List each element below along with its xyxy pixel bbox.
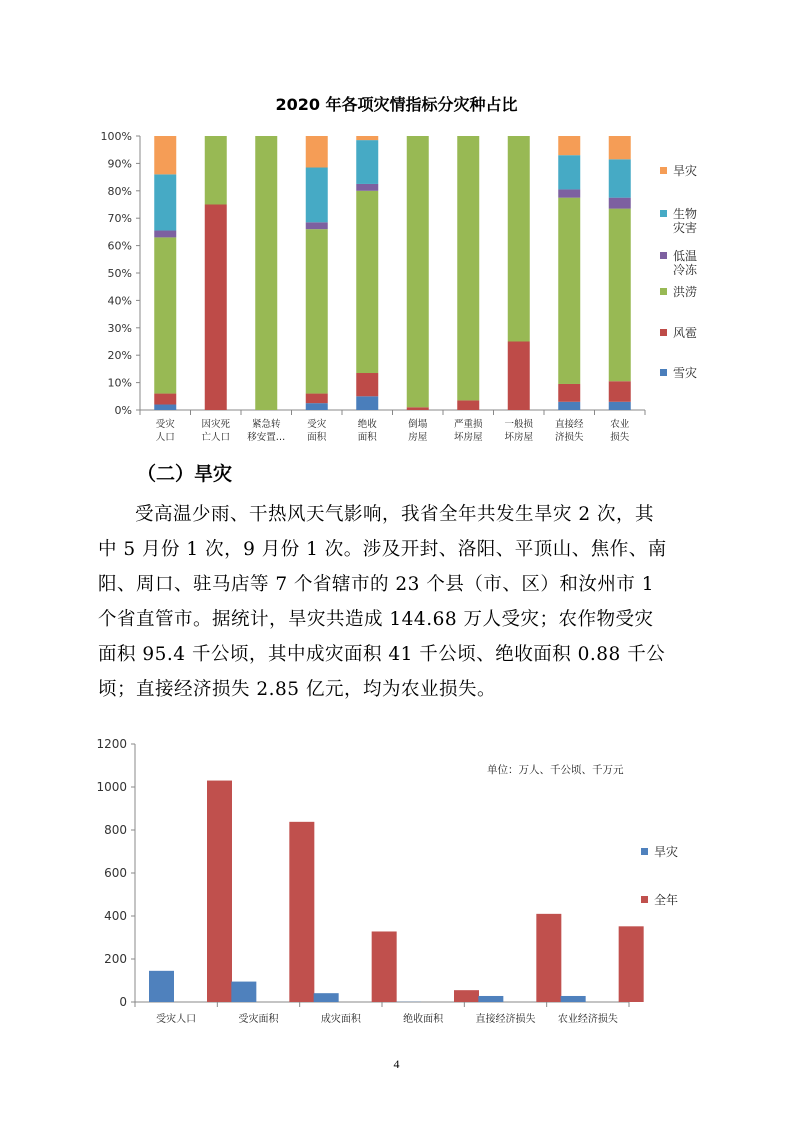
bar-segment	[558, 155, 580, 189]
x-tick-label: 受灾人口	[156, 1014, 197, 1025]
y-tick-label: 1200	[96, 737, 127, 751]
x-tick-label: 倒塌	[408, 419, 428, 430]
paragraph-line: 中 5 月份 1 次，9 月份 1 次。涉及开封、洛阳、平顶山、焦作、南	[98, 539, 667, 560]
x-tick-label: 严重损	[453, 419, 483, 430]
y-tick-label: 200	[104, 952, 127, 966]
paragraph-line: 面积 95.4 千公顷，其中成灾面积 41 千公顷、绝收面积 0.88 千公	[98, 644, 666, 665]
unit-annotation: 单位：万人、千公顷、千万元	[487, 764, 624, 776]
x-tick-label: 受灾面积	[238, 1014, 279, 1025]
x-tick-label: 人口	[155, 432, 175, 443]
paragraph-line: 受高温少雨、干热风天气影响，我省全年共发生旱灾 2 次，其	[135, 504, 655, 525]
y-tick-label: 600	[104, 866, 127, 880]
legend-label: 旱灾	[673, 164, 698, 178]
legend-label: 雪灾	[673, 366, 698, 380]
bar-segment	[306, 168, 328, 223]
bar-segment	[609, 159, 631, 197]
bar-segment	[609, 209, 631, 382]
bar-segment	[609, 402, 631, 410]
bar	[536, 914, 561, 1002]
y-tick-label: 1000	[96, 780, 127, 794]
legend-label: 灾害	[673, 221, 698, 235]
bar-segment	[154, 237, 176, 393]
legend-swatch	[660, 252, 667, 259]
bar-segment	[205, 205, 227, 411]
x-tick-label: 坏房屋	[453, 432, 483, 443]
disaster-share-stacked-bar-chart	[95, 120, 715, 450]
bar-segment	[558, 198, 580, 384]
bar	[314, 993, 339, 1002]
bar-segment	[558, 189, 580, 197]
bar-segment	[609, 198, 631, 209]
x-tick-label: 济损失	[554, 432, 584, 443]
bar-segment	[154, 174, 176, 230]
drought-paragraph	[98, 497, 698, 707]
bar	[561, 996, 586, 1002]
legend-label: 生物	[673, 207, 698, 221]
bar-segment	[508, 342, 530, 411]
x-tick-label: 绝收面积	[403, 1014, 444, 1025]
x-tick-label: 紧急转	[251, 419, 281, 430]
bar-segment	[306, 394, 328, 404]
x-tick-label: 亡人口	[201, 432, 231, 443]
bar-segment	[356, 373, 378, 396]
legend-swatch	[660, 210, 667, 217]
y-tick-label: 0%	[114, 404, 132, 417]
y-tick-label: 80%	[107, 184, 132, 198]
bar-segment	[558, 402, 580, 410]
x-tick-label: 移安置…	[247, 432, 286, 443]
bar-segment	[558, 136, 580, 155]
bar-segment	[356, 396, 378, 410]
bar-segment	[508, 136, 530, 342]
bar-segment	[407, 136, 429, 407]
y-tick-label: 0	[119, 995, 127, 1009]
section-heading: （二）旱灾	[137, 463, 233, 485]
legend-swatch	[660, 288, 667, 295]
y-tick-label: 400	[104, 909, 127, 923]
legend-swatch	[660, 369, 667, 376]
y-tick-label: 20%	[107, 349, 132, 363]
x-tick-label: 农业经济损失	[557, 1014, 618, 1025]
x-tick-label: 面积	[357, 432, 377, 443]
legend-label: 风雹	[673, 326, 698, 340]
bar-segment	[609, 381, 631, 402]
bar-segment	[407, 407, 429, 410]
bar	[478, 996, 503, 1002]
bar	[619, 926, 644, 1002]
y-tick-label: 10%	[107, 376, 132, 390]
legend-label: 冷冻	[673, 263, 698, 277]
paragraph-line: 个省直管市。据统计，旱灾共造成 144.68 万人受灾；农作物受灾	[98, 609, 654, 630]
x-tick-label: 损失	[610, 432, 630, 443]
bar-segment	[356, 140, 378, 184]
x-tick-label: 面积	[307, 432, 327, 443]
bar-segment	[154, 405, 176, 410]
x-tick-label: 因灾死	[201, 419, 231, 430]
bar	[207, 781, 232, 1002]
bar-segment	[356, 191, 378, 373]
y-tick-label: 60%	[107, 239, 132, 253]
legend-label: 旱灾	[654, 845, 679, 859]
bar	[231, 982, 256, 1002]
y-tick-label: 100%	[100, 130, 132, 143]
y-tick-label: 40%	[107, 294, 132, 308]
legend-label: 洪涝	[673, 285, 698, 299]
bar-segment	[306, 136, 328, 168]
bar-segment	[154, 136, 176, 174]
bar	[149, 971, 174, 1002]
bar-segment	[457, 400, 479, 410]
paragraph-line: 阳、周口、驻马店等 7 个省辖市的 23 个县（市、区）和汝州市 1	[98, 574, 654, 595]
bar	[289, 822, 314, 1002]
bar-segment	[558, 384, 580, 402]
bar-segment	[154, 394, 176, 405]
bar-segment	[306, 222, 328, 229]
bar-segment	[306, 229, 328, 393]
x-tick-label: 一般损	[504, 419, 534, 430]
drought-vs-annual-bar-chart	[88, 730, 708, 1030]
bar-segment	[306, 403, 328, 410]
x-tick-label: 绝收	[357, 419, 377, 430]
bar	[372, 931, 397, 1002]
y-tick-label: 50%	[107, 267, 132, 280]
chart1-title: 2020 年各项灾情指标分灾种占比	[275, 95, 518, 114]
y-tick-label: 800	[104, 823, 127, 837]
bar-segment	[205, 136, 227, 205]
page-number: 4	[393, 1057, 400, 1071]
bar-segment	[255, 136, 277, 410]
bar-segment	[356, 136, 378, 140]
legend-swatch	[641, 896, 648, 903]
x-tick-label: 成灾面积	[320, 1014, 361, 1025]
bar-segment	[457, 136, 479, 400]
paragraph-line: 顷；直接经济损失 2.85 亿元，均为农业损失。	[98, 679, 496, 700]
bar	[454, 990, 479, 1002]
bar-segment	[609, 136, 631, 159]
bar-segment	[356, 184, 378, 191]
x-tick-label: 房屋	[408, 432, 428, 443]
bar-segment	[154, 231, 176, 238]
y-tick-label: 70%	[107, 212, 132, 226]
y-tick-label: 90%	[107, 157, 132, 171]
legend-swatch	[660, 329, 667, 336]
legend-label: 低温	[673, 249, 698, 263]
y-tick-label: 30%	[107, 321, 132, 335]
x-tick-label: 坏房屋	[504, 432, 534, 443]
x-tick-label: 受灾	[307, 419, 327, 430]
x-tick-label: 直接经济损失	[475, 1014, 536, 1025]
x-tick-label: 受灾	[155, 419, 175, 430]
legend-swatch	[660, 167, 667, 174]
legend-swatch	[641, 848, 648, 855]
legend-label: 全年	[654, 893, 679, 907]
x-tick-label: 直接经	[554, 419, 584, 430]
x-tick-label: 农业	[610, 419, 630, 430]
